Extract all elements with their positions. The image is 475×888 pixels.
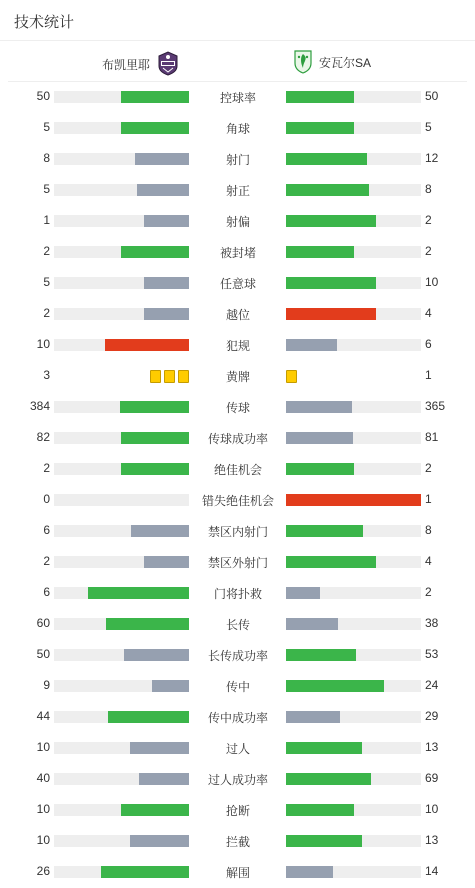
- stat-label: 射正: [225, 184, 250, 198]
- away-value: 13: [425, 740, 439, 754]
- stat-label: 传球成功率: [207, 432, 268, 446]
- away-team-name: 安瓦尔SA: [319, 56, 372, 70]
- away-bar-fill: [286, 339, 337, 351]
- stat-row: [0, 577, 475, 608]
- away-bar-track: [286, 742, 421, 754]
- away-bar-track: [286, 649, 421, 661]
- stat-row: [0, 329, 475, 360]
- home-value: 10: [36, 337, 50, 351]
- stat-row: [0, 608, 475, 639]
- home-value: 6: [43, 585, 50, 599]
- home-bar-fill: [88, 587, 189, 599]
- home-bar-fill: [124, 649, 189, 661]
- stat-label: 黄牌: [225, 370, 250, 384]
- home-value: 10: [36, 802, 50, 816]
- home-value: 60: [36, 616, 50, 630]
- home-bar-fill: [130, 742, 189, 754]
- away-bar-fill: [286, 463, 354, 475]
- home-bar-fill: [106, 618, 189, 630]
- home-bar-track: [54, 587, 189, 599]
- stat-label: 长传成功率: [207, 649, 268, 663]
- away-bar-fill: [286, 401, 352, 413]
- stat-row: [0, 236, 475, 267]
- away-value: 38: [425, 616, 439, 630]
- home-bar-track: [54, 618, 189, 630]
- home-team[interactable]: [102, 50, 180, 79]
- away-bar-track: [286, 711, 421, 723]
- stat-label: 拦截: [225, 835, 250, 849]
- away-bar-track: [286, 866, 421, 878]
- away-bar-fill: [286, 215, 376, 227]
- away-value: 81: [425, 430, 439, 444]
- stat-row: [0, 794, 475, 825]
- home-bar-fill: [121, 804, 189, 816]
- stat-row: [0, 825, 475, 856]
- stat-label: 禁区外射门: [207, 556, 268, 570]
- home-bar-track: [54, 463, 189, 475]
- stat-row: [0, 856, 475, 887]
- stat-label: 任意球: [219, 277, 256, 291]
- home-value: 2: [43, 306, 50, 320]
- away-team[interactable]: [291, 48, 371, 77]
- away-bar-fill: [286, 153, 367, 165]
- home-bar-track: [54, 91, 189, 103]
- away-bar-fill: [286, 494, 421, 506]
- stat-label: 绝佳机会: [213, 463, 262, 477]
- home-value: 2: [43, 554, 50, 568]
- away-bar-track: [286, 525, 421, 537]
- home-bar-fill: [144, 277, 189, 289]
- away-bar-track: [286, 308, 421, 320]
- home-bar-track: [54, 556, 189, 568]
- home-value: 1: [43, 213, 50, 227]
- home-value: 10: [36, 833, 50, 847]
- stats-list: [0, 81, 475, 887]
- home-value: 3: [43, 368, 50, 382]
- home-value: 26: [36, 864, 50, 878]
- away-value: 13: [425, 833, 439, 847]
- away-bar-fill: [286, 308, 376, 320]
- away-value: 2: [425, 585, 432, 599]
- stat-row: [0, 701, 475, 732]
- away-value: 8: [425, 523, 432, 537]
- stat-row: [0, 391, 475, 422]
- home-value: 5: [43, 182, 50, 196]
- away-bar-track: [286, 153, 421, 165]
- stat-label: 射偏: [225, 215, 250, 229]
- stat-row: [0, 639, 475, 670]
- stat-row: [0, 515, 475, 546]
- home-value: 8: [43, 151, 50, 165]
- stat-label: 长传: [225, 618, 250, 632]
- away-bar-track: [286, 215, 421, 227]
- stat-row: [0, 174, 475, 205]
- home-value: 50: [36, 89, 50, 103]
- home-value: 2: [43, 244, 50, 258]
- away-bar-fill: [286, 525, 363, 537]
- home-bar-fill: [121, 463, 189, 475]
- home-team-name: 布凯里耶: [101, 58, 150, 72]
- home-bar-track: [54, 773, 189, 785]
- home-bar-track: [54, 680, 189, 692]
- home-bar-fill: [121, 122, 189, 134]
- home-team-logo-icon: [156, 50, 180, 79]
- home-value: 5: [43, 120, 50, 134]
- home-value: 384: [29, 399, 50, 413]
- stat-label: 解围: [225, 866, 250, 880]
- away-value: 1: [425, 368, 432, 382]
- yellow-card-icon: [286, 370, 297, 383]
- home-bar-track: [54, 153, 189, 165]
- away-bar-track: [286, 680, 421, 692]
- stat-row: [0, 267, 475, 298]
- home-bar-track: [54, 494, 189, 506]
- stat-row: [0, 112, 475, 143]
- home-bar-track: [54, 184, 189, 196]
- away-bar-track: [286, 432, 421, 444]
- away-bar-track: [286, 618, 421, 630]
- away-bar-fill: [286, 184, 369, 196]
- yellow-card-icon: [164, 370, 175, 383]
- away-bar-track: [286, 246, 421, 258]
- home-value: 0: [43, 492, 50, 506]
- home-bar-fill: [120, 401, 189, 413]
- away-bar-fill: [286, 680, 384, 692]
- away-value: 2: [425, 213, 432, 227]
- away-value: 24: [425, 678, 439, 692]
- home-bar-track: [54, 339, 189, 351]
- home-value: 44: [36, 709, 50, 723]
- away-value: 69: [425, 771, 439, 785]
- away-bar-fill: [286, 587, 320, 599]
- home-bar-fill: [131, 525, 189, 537]
- away-value: 29: [425, 709, 439, 723]
- stat-label: 过人成功率: [207, 773, 268, 787]
- stat-label: 控球率: [219, 91, 256, 105]
- away-value: 2: [425, 244, 432, 258]
- home-bar-track: [54, 215, 189, 227]
- home-bar-track: [54, 525, 189, 537]
- away-value: 50: [425, 89, 439, 103]
- stat-row: [0, 143, 475, 174]
- stat-row: [0, 360, 475, 391]
- away-bar-fill: [286, 432, 353, 444]
- home-bar-track: [54, 711, 189, 723]
- yellow-card-icon: [178, 370, 189, 383]
- away-value: 365: [425, 399, 446, 413]
- away-bar-fill: [286, 649, 356, 661]
- home-bar-fill: [135, 153, 189, 165]
- home-yellow-cards: [150, 370, 189, 383]
- away-bar-track: [286, 401, 421, 413]
- stat-label: 越位: [225, 308, 250, 322]
- home-value: 2: [43, 461, 50, 475]
- away-bar-track: [286, 494, 421, 506]
- away-value: 14: [425, 864, 439, 878]
- away-value: 6: [425, 337, 432, 351]
- stat-label: 角球: [225, 122, 250, 136]
- away-bar-fill: [286, 122, 354, 134]
- away-bar-track: [286, 91, 421, 103]
- home-bar-track: [54, 866, 189, 878]
- away-bar-fill: [286, 618, 338, 630]
- stat-row: [0, 205, 475, 236]
- away-bar-track: [286, 835, 421, 847]
- away-value: 53: [425, 647, 439, 661]
- away-bar-fill: [286, 804, 354, 816]
- home-bar-fill: [121, 432, 189, 444]
- home-value: 9: [43, 678, 50, 692]
- stat-label: 射门: [225, 153, 250, 167]
- header: [0, 0, 475, 41]
- home-bar-track: [54, 277, 189, 289]
- away-team-logo-icon: [291, 48, 315, 77]
- home-bar-fill: [121, 246, 189, 258]
- home-value: 5: [43, 275, 50, 289]
- home-bar-fill: [144, 308, 189, 320]
- away-bar-track: [286, 773, 421, 785]
- stat-row: [0, 81, 475, 112]
- stat-label: 传中成功率: [207, 711, 268, 725]
- home-bar-track: [54, 742, 189, 754]
- stat-label: 犯规: [225, 339, 250, 353]
- home-bar-track: [54, 835, 189, 847]
- page-title: 技术统计: [14, 14, 75, 31]
- teams-header: [8, 41, 467, 82]
- stat-label: 门将扑救: [213, 587, 262, 601]
- home-bar-track: [54, 308, 189, 320]
- stat-label: 抢断: [225, 804, 250, 818]
- stat-row: [0, 422, 475, 453]
- away-value: 10: [425, 275, 439, 289]
- yellow-card-icon: [150, 370, 161, 383]
- away-bar-track: [286, 277, 421, 289]
- stat-label: 过人: [225, 742, 250, 756]
- away-value: 4: [425, 306, 432, 320]
- away-bar-fill: [286, 556, 376, 568]
- away-bar-track: [286, 184, 421, 196]
- away-bar-track: [286, 463, 421, 475]
- away-bar-track: [286, 587, 421, 599]
- away-bar-fill: [286, 742, 362, 754]
- home-value: 10: [36, 740, 50, 754]
- away-bar-fill: [286, 91, 354, 103]
- home-bar-track: [54, 122, 189, 134]
- away-bar-track: [286, 122, 421, 134]
- home-bar-track: [54, 804, 189, 816]
- home-value: 40: [36, 771, 50, 785]
- stat-label: 传球: [225, 401, 250, 415]
- stat-label: 被封堵: [219, 246, 256, 260]
- away-value: 5: [425, 120, 432, 134]
- away-value: 10: [425, 802, 439, 816]
- away-yellow-cards: [286, 370, 297, 383]
- stat-row: [0, 670, 475, 701]
- home-bar-track: [54, 401, 189, 413]
- home-bar-fill: [152, 680, 189, 692]
- stat-label: 错失绝佳机会: [201, 494, 274, 508]
- home-value: 50: [36, 647, 50, 661]
- stat-row: [0, 298, 475, 329]
- stat-row: [0, 484, 475, 515]
- stat-label: 传中: [225, 680, 250, 694]
- away-bar-fill: [286, 866, 333, 878]
- home-bar-track: [54, 246, 189, 258]
- away-bar-track: [286, 804, 421, 816]
- stat-label: 禁区内射门: [207, 525, 268, 539]
- home-bar-fill: [108, 711, 189, 723]
- away-value: 8: [425, 182, 432, 196]
- home-bar-fill: [137, 184, 189, 196]
- home-bar-fill: [101, 866, 189, 878]
- away-bar-fill: [286, 773, 371, 785]
- home-bar-track: [54, 432, 189, 444]
- stat-row: [0, 732, 475, 763]
- away-value: 1: [425, 492, 432, 506]
- away-value: 2: [425, 461, 432, 475]
- home-bar-fill: [144, 556, 189, 568]
- away-bar-fill: [286, 246, 354, 258]
- home-bar-fill: [121, 91, 189, 103]
- stat-row: [0, 546, 475, 577]
- home-bar-track: [54, 649, 189, 661]
- away-bar-fill: [286, 277, 376, 289]
- home-bar-fill: [144, 215, 189, 227]
- stat-row: [0, 453, 475, 484]
- stat-row: [0, 763, 475, 794]
- away-value: 12: [425, 151, 439, 165]
- away-bar-track: [286, 339, 421, 351]
- home-bar-fill: [130, 835, 189, 847]
- away-bar-track: [286, 556, 421, 568]
- home-value: 82: [36, 430, 50, 444]
- home-bar-fill: [139, 773, 189, 785]
- away-bar-fill: [286, 835, 362, 847]
- away-bar-fill: [286, 711, 340, 723]
- away-value: 4: [425, 554, 432, 568]
- home-value: 6: [43, 523, 50, 537]
- home-bar-fill: [105, 339, 189, 351]
